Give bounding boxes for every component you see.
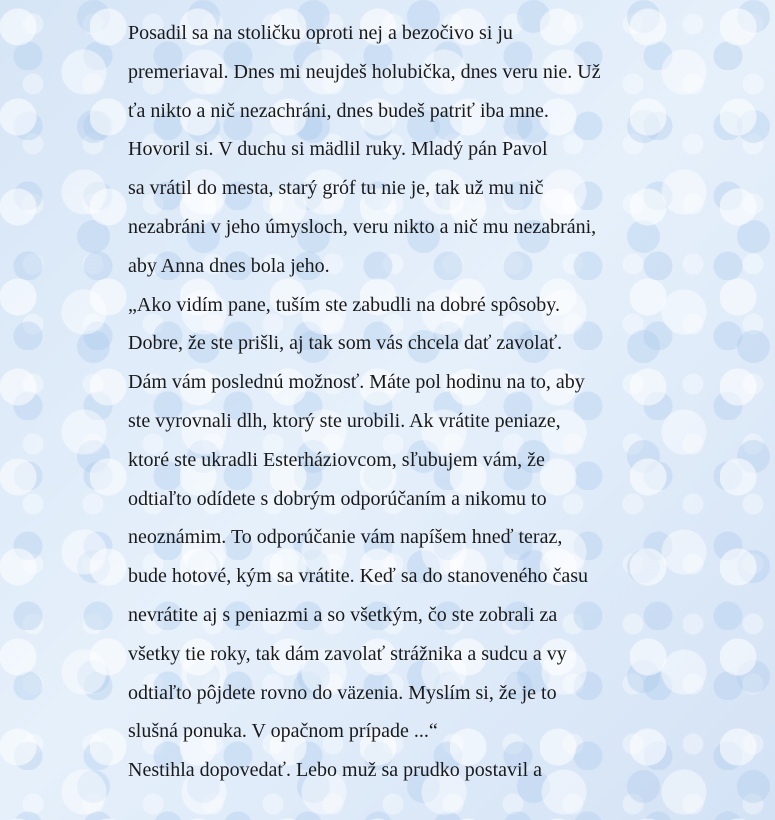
text-line: ťa nikto a nič nezachráni, dnes budeš patriť iba mne. <box>128 99 549 122</box>
text-line: Nestihla dopovedať. Lebo muž sa prudko postavil a <box>128 759 543 782</box>
text-line: sa vrátil do mesta, starý gróf tu nie je, tak už mu nič <box>128 177 544 200</box>
text-line: „Ako vidím pane, tuším ste zabudli na dobré spôsoby. <box>128 293 560 316</box>
text-line: ktoré ste ukradli Esterháziovcom, sľubujem vám, že <box>128 448 545 471</box>
text-line: odtiaľto pôjdete rovno do väzenia. Myslím si, že je to <box>128 681 557 704</box>
text-line: bude hotové, kým sa vrátite. Keď sa do stanoveného času <box>128 565 589 588</box>
text-line: Posadil sa na stoličku oproti nej a bezočivo si ju <box>128 22 513 44</box>
text-line: aby Anna dnes bola jeho. <box>128 254 330 277</box>
text-line: ste vyrovnali dlh, ktorý ste urobili. Ak vrátite peniaze, <box>128 409 561 432</box>
text-line: odtiaľto odídete s dobrým odporúčaním a nikomu to <box>128 487 547 510</box>
text-line: neoznámim. To odporúčanie vám napíšem hneď teraz, <box>128 526 563 549</box>
text-line: slušná ponuka. V opačnom prípade ...“ <box>128 720 438 743</box>
text-line: všetky tie roky, tak dám zavolať strážnika a sudcu a vy <box>128 642 567 665</box>
text-line: premeriaval. Dnes mi neujdeš holubička, dnes veru nie. Už <box>128 60 601 83</box>
document-body <box>128 14 748 790</box>
text-line: nevrátite aj s peniazmi a so všetkým, čo ste zobrali za <box>128 603 558 626</box>
text-line: Hovoril si. V duchu si mädlil ruky. Mladý pán Pavol <box>128 138 548 161</box>
text-line: nezabráni v jeho úmysloch, veru nikto a nič mu nezabráni, <box>128 215 597 238</box>
text-line: Dám vám poslednú možnosť. Máte pol hodinu na to, aby <box>128 371 585 394</box>
text-line: Dobre, že ste prišli, aj tak som vás chcela dať zavolať. <box>128 332 563 355</box>
